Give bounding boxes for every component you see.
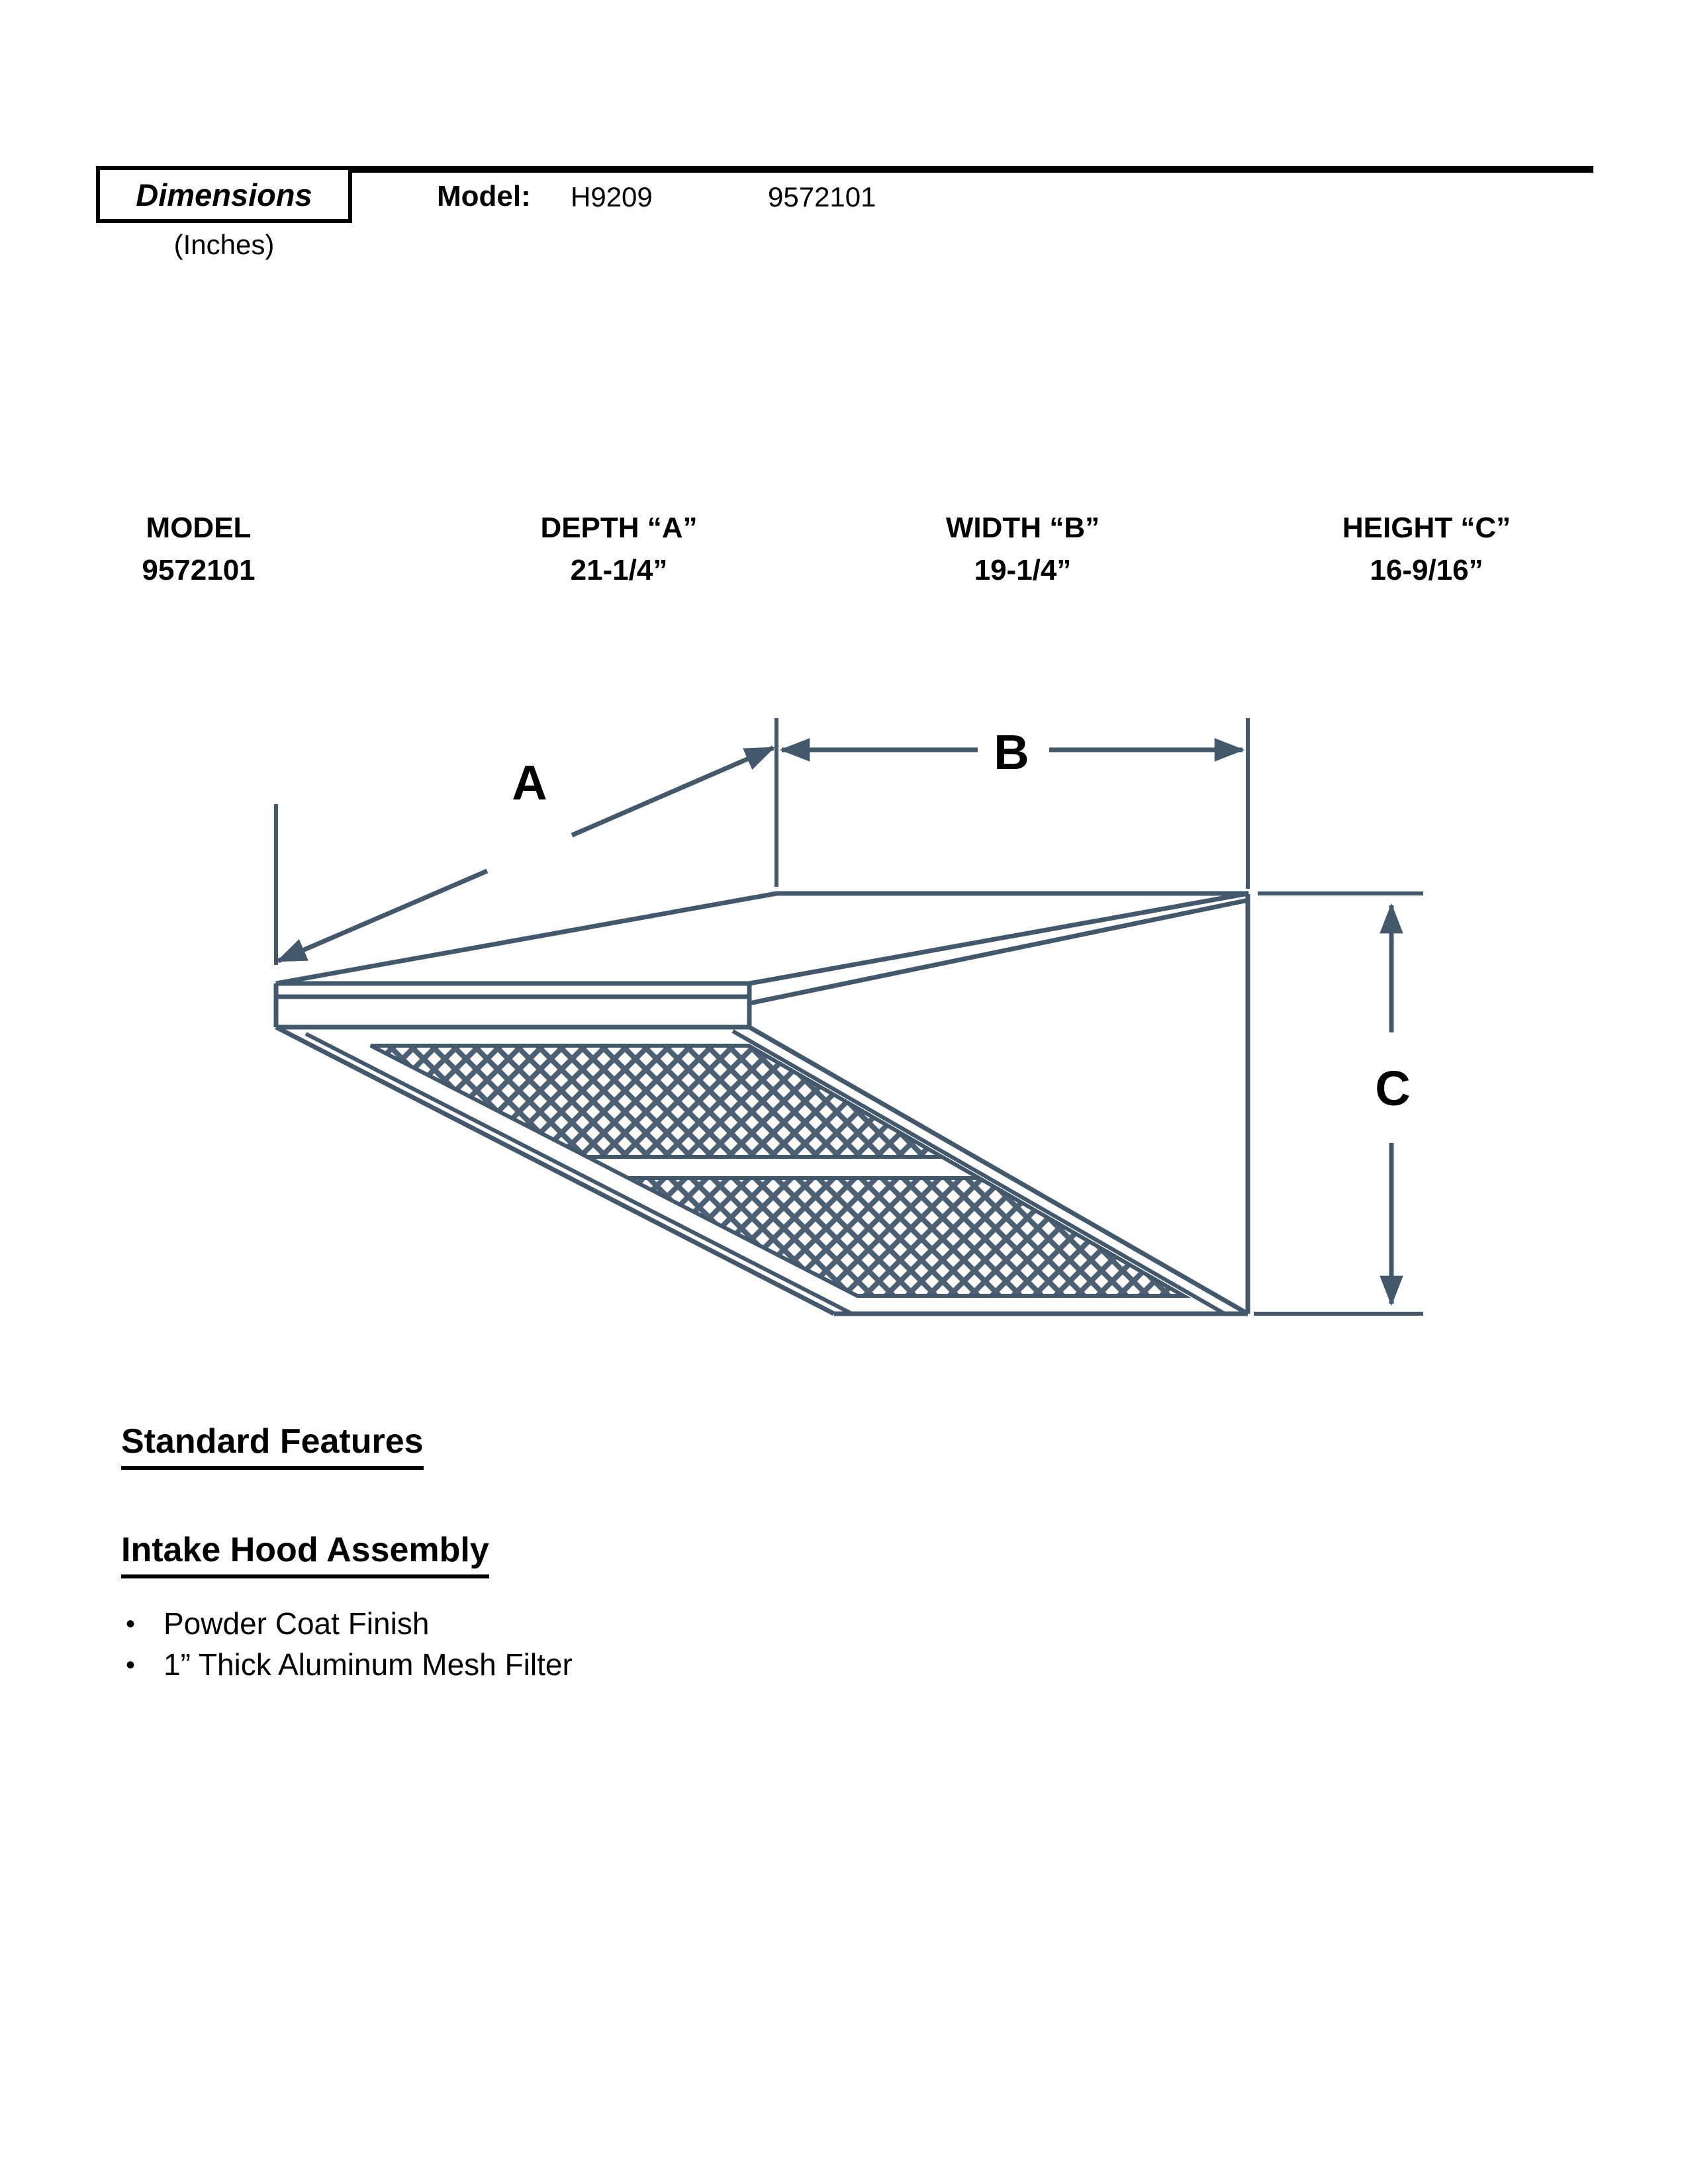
hood-band-perspective-edge (749, 900, 1248, 1003)
spec-value: 16-9/16” (1370, 554, 1483, 586)
model-number: 9572101 (768, 181, 876, 212)
intake-hood-assembly-heading (121, 1530, 489, 1578)
model-label: Model: (437, 180, 531, 212)
inches-label: (Inches) (173, 229, 275, 260)
label-width-B: B (994, 725, 1029, 780)
feature-text: 1” Thick Aluminum Mesh Filter (164, 1647, 573, 1682)
dimensions-title: Dimensions (136, 177, 312, 212)
mesh-filter (371, 1046, 1184, 1296)
spec-header: MODEL (146, 512, 252, 544)
dim-line-A-right (572, 748, 773, 835)
bullet-icon: • (126, 1610, 136, 1639)
filter-frame-connectors (587, 1157, 979, 1178)
label-depth-A: A (512, 755, 547, 810)
spec-value: 9572101 (142, 554, 256, 586)
spec-header: HEIGHT “C” (1342, 512, 1511, 544)
feature-bullet-mesh-filter (126, 1647, 573, 1682)
standard-features-heading (121, 1422, 424, 1470)
feature-bullet-powder-coat (126, 1606, 429, 1641)
label-height-C: C (1375, 1061, 1411, 1116)
spec-header: WIDTH “B” (945, 512, 1100, 544)
hood-top-face (276, 893, 1248, 983)
spec-header: DEPTH “A” (540, 512, 698, 544)
bullet-icon: • (126, 1651, 136, 1680)
spec-value: 21-1/4” (570, 554, 668, 586)
mesh-filter-panel-lower (628, 1178, 1184, 1296)
feature-text: Powder Coat Finish (164, 1606, 430, 1641)
hood-front-band (276, 983, 749, 1027)
spec-value: 19-1/4” (974, 554, 1072, 586)
standard-features-text: Standard Features (121, 1422, 424, 1470)
model-value: H9209 (571, 181, 653, 212)
dim-line-A-left (278, 871, 487, 961)
intake-hood-assembly-text: Intake Hood Assembly (121, 1530, 489, 1578)
